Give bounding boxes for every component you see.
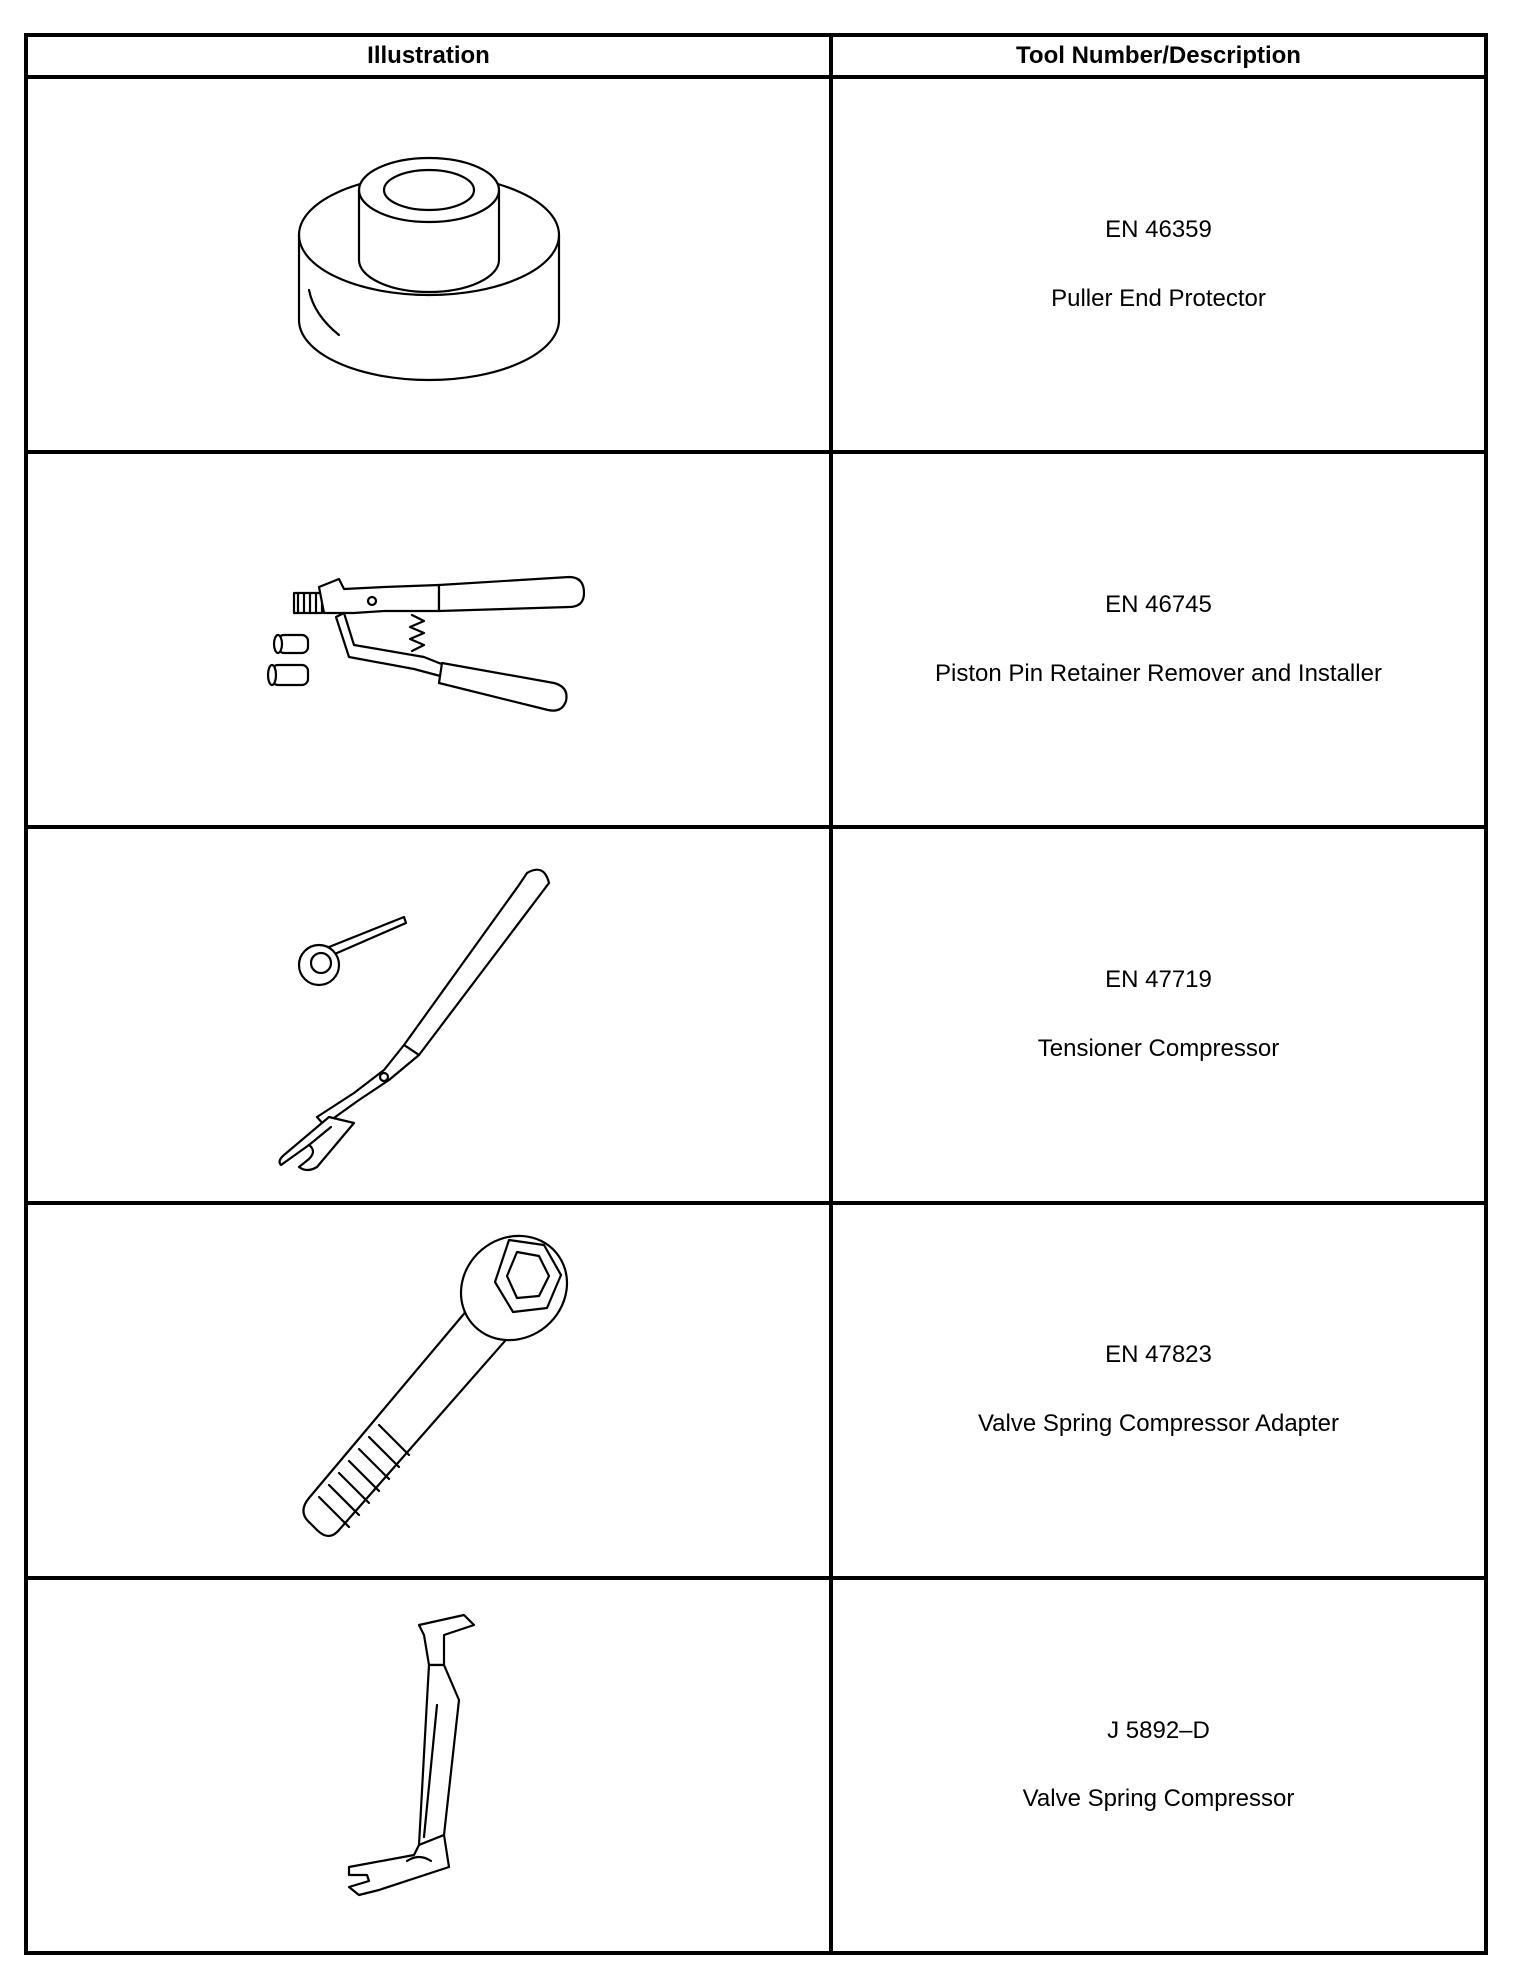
tensioner-compressor-icon (269, 855, 589, 1175)
table-row (26, 1203, 1486, 1578)
illustration-cell (26, 77, 831, 452)
tool-number: J 5892–D (1107, 1716, 1210, 1744)
header-illustration: Illustration (26, 35, 831, 77)
puller-end-protector-icon (279, 115, 579, 415)
tool-name: Tensioner Compressor (1037, 1034, 1280, 1062)
tool-name: Valve Spring Compressor Adapter (977, 1410, 1340, 1438)
tool-number: EN 46359 (1105, 215, 1212, 243)
special-tools-table (24, 33, 1488, 1955)
tool-description-cell (831, 452, 1486, 827)
table-row (26, 452, 1486, 827)
table-row (26, 827, 1486, 1202)
tool-name: Puller End Protector (1051, 284, 1266, 312)
tool-description-cell (831, 1203, 1486, 1578)
valve-spring-compressor-icon (319, 1605, 539, 1925)
valve-spring-adapter-bolt-icon (269, 1230, 589, 1550)
tool-name: Valve Spring Compressor (1022, 1785, 1295, 1813)
table-row (26, 1578, 1486, 1953)
illustration-cell (26, 1203, 831, 1578)
table-row (26, 77, 1486, 452)
table-header-row (26, 35, 1486, 77)
tool-description-cell (831, 77, 1486, 452)
tool-description-cell (831, 1578, 1486, 1953)
illustration-cell (26, 827, 831, 1202)
header-tool-number-description: Tool Number/Description (831, 35, 1486, 77)
tool-description-cell (831, 827, 1486, 1202)
piston-pin-retainer-tool-icon (264, 565, 594, 715)
illustration-cell (26, 452, 831, 827)
tool-number: EN 46745 (1105, 590, 1212, 618)
tool-number: EN 47719 (1105, 966, 1212, 994)
tool-number: EN 47823 (1105, 1341, 1212, 1369)
tool-name: Piston Pin Retainer Remover and Installer (935, 659, 1382, 687)
illustration-cell (26, 1578, 831, 1953)
